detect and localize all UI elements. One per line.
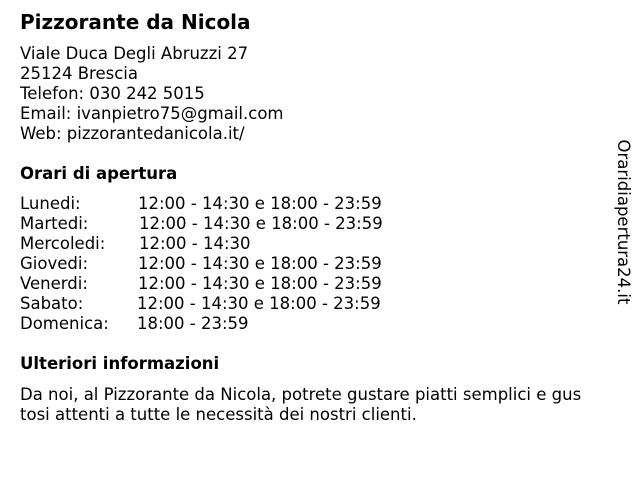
email-address: Email: ivanpietro75@gmail.com [20,104,284,123]
hours-time-tuesday: 12:00 - 14:30 e 18:00 - 23:59 [139,214,383,233]
hours-day-tuesday: Martedi: [20,214,89,233]
address-street: Viale Duca Degli Abruzzi 27 [20,44,249,63]
website: Web: pizzorantedanicola.it/ [20,124,245,143]
hours-time-saturday: 12:00 - 14:30 e 18:00 - 23:59 [137,294,381,313]
hours-day-thursday: Giovedi: [20,254,88,273]
description-line-1: Da noi, al Pizzorante da Nicola, potrete gustare piatti semplici e gus [20,385,582,404]
business-name: Pizzorante da Nicola [20,10,251,34]
address-city: 25124 Brescia [20,64,138,83]
hours-time-thursday: 12:00 - 14:30 e 18:00 - 23:59 [138,254,382,273]
phone-number: Telefon: 030 242 5015 [20,84,205,103]
hours-time-friday: 12:00 - 14:30 e 18:00 - 23:59 [138,274,382,293]
opening-hours-heading: Orari di apertura [20,164,178,183]
hours-day-friday: Venerdi: [20,274,88,293]
description-line-2: tosi attenti a tutte le necessità dei nostri clienti. [20,405,417,424]
more-info-heading: Ulteriori informazioni [20,354,220,373]
hours-day-wednesday: Mercoledi: [20,234,106,253]
hours-time-monday: 12:00 - 14:30 e 18:00 - 23:59 [138,194,382,213]
hours-time-sunday: 18:00 - 23:59 [137,314,249,333]
site-watermark: Oraridiapertura24.it [614,139,633,305]
hours-day-monday: Lunedi: [20,194,81,213]
hours-day-saturday: Sabato: [20,294,84,313]
hours-time-wednesday: 12:00 - 14:30 [139,234,251,253]
hours-day-sunday: Domenica: [20,314,109,333]
